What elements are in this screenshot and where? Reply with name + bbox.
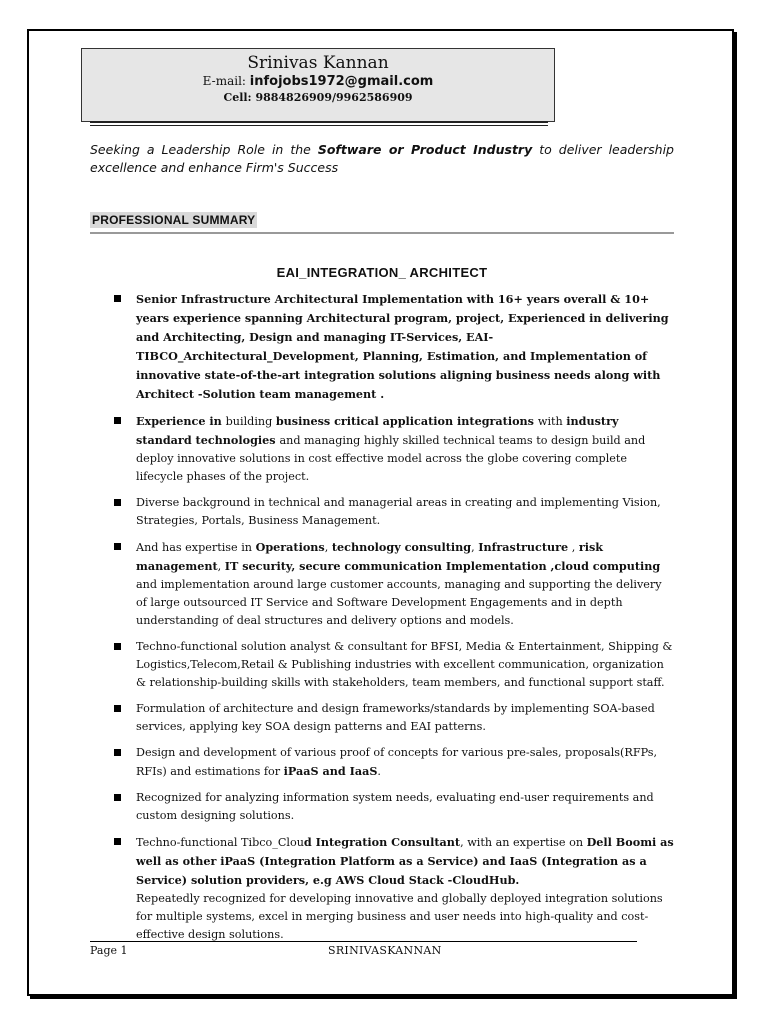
square-bullet-icon bbox=[114, 749, 121, 756]
resume-header bbox=[81, 48, 555, 122]
list-item bbox=[112, 538, 674, 630]
bullet-text-segment: Senior Infrastructure Architectural Implementation with 16+ years overall & 10+ years experience spanning Architectural program, project, Experienced in delivering and Architecting, Design and managing IT-Services, EAI-TIBCO_Architectural_Development, Planning, Estimation, and Implementation of innovative state-of-the-art integration solutions aligning business needs along with Architect -Solution team management . bbox=[136, 292, 669, 401]
objective-emphasis: Software or Product Industry bbox=[317, 142, 533, 157]
square-bullet-icon bbox=[114, 643, 121, 650]
bullet-text-segment: Design and development of various proof of concepts for various pre-sales, proposals(RFPs, RFIs) and estimations for bbox=[136, 746, 658, 778]
square-bullet-icon bbox=[114, 295, 121, 302]
bullet-text-segment: Infrastructure bbox=[478, 540, 569, 554]
header-divider bbox=[90, 121, 548, 123]
role-title: EAI_INTEGRATION_ ARCHITECT bbox=[276, 265, 488, 280]
bullet-text-segment: And has expertise in bbox=[136, 541, 256, 554]
bullet-text-segment: Repeatedly recognized for developing innovative and globally deployed integration solutions for multiple systems, excel in merging business and user needs into high-quality and cost-effective design solutions. bbox=[136, 892, 663, 941]
list-item bbox=[112, 789, 674, 825]
square-bullet-icon bbox=[114, 499, 121, 506]
bullet-text-segment: Formulation of architecture and design frameworks/standards by implementing SOA-based services, applying key SOA design patterns and EAI patterns. bbox=[136, 702, 655, 733]
list-item bbox=[112, 833, 674, 944]
bullet-text-segment: and managing highly skilled technical teams to design build and deploy innovative solutions in cost effective model across the globe covering complete lifecycle phases of the project. bbox=[136, 434, 646, 483]
bullet-text-segment: , bbox=[471, 541, 479, 554]
footer-divider bbox=[90, 941, 637, 942]
email-line bbox=[82, 74, 554, 89]
list-item bbox=[112, 744, 674, 781]
bullet-text-segment: Diverse background in technical and managerial areas in creating and implementing Vision, Strategies, Portals, Business Management. bbox=[136, 496, 661, 527]
header-divider-thin bbox=[90, 125, 548, 126]
bullet-text-segment: IT security, secure communication Implementation ,cloud computing bbox=[224, 559, 661, 573]
email-label: E-mail: bbox=[202, 74, 250, 88]
bullet-text-segment: and implementation around large customer accounts, managing and supporting the delivery of large outsourced IT Service and Software Development Engagements and in depth understanding of deal structures and delivery options and models. bbox=[136, 578, 662, 627]
bullet-text-segment: Techno-functional solution analyst & consultant for BFSI, Media & Entertainment, Shipping & Logistics,Telecom,Retail & Publishing industries with excellent communication, organization & relationship-building skills with stakeholders, team members, and functional support staff. bbox=[136, 640, 673, 689]
bullet-text-segment: Dell Boomi as well as other iPaaS (Integration Platform as a Service) and IaaS (Integration as a Service) solution providers, e.g AWS Cloud Stack -CloudHub. bbox=[136, 835, 674, 887]
section-divider bbox=[90, 232, 674, 234]
bullet-text-segment: Recognized for analyzing information system needs, evaluating end-user requirements and custom designing solutions. bbox=[136, 791, 654, 822]
square-bullet-icon bbox=[114, 838, 121, 845]
section-heading-professional-summary: PROFESSIONAL SUMMARY bbox=[92, 213, 256, 227]
bullet-text-segment: business critical application integrations bbox=[275, 414, 538, 428]
bullet-text-segment: . bbox=[377, 765, 381, 778]
list-item bbox=[112, 700, 674, 736]
bullet-text-segment: risk management bbox=[136, 540, 604, 573]
footer-name: SRINIVASKANNAN bbox=[328, 944, 442, 957]
bullet-text-segment: , with an expertise on bbox=[460, 836, 587, 849]
square-bullet-icon bbox=[114, 417, 121, 424]
bullet-text-segment: Techno-functional Tibco_Clou bbox=[136, 836, 304, 849]
objective-text-2: to deliver leadership excellence and enhance Firm's Success bbox=[90, 142, 674, 175]
bullet-text-segment: technology consulting bbox=[331, 540, 472, 554]
list-item bbox=[112, 494, 674, 530]
bullet-text-segment: , bbox=[217, 560, 225, 573]
bullet-text-segment: industry standard technologies bbox=[136, 414, 619, 447]
bullet-text-segment: d Integration Consultant bbox=[303, 835, 461, 849]
objective-text-1: Seeking a Leadership Role in the bbox=[90, 142, 318, 157]
square-bullet-icon bbox=[114, 794, 121, 801]
list-item bbox=[112, 290, 674, 404]
bullet-text-segment: with bbox=[537, 415, 567, 428]
bullet-text-segment: Experience in bbox=[136, 414, 226, 428]
list-item bbox=[112, 638, 674, 692]
list-item bbox=[112, 412, 674, 486]
bullet-text-segment: , bbox=[324, 541, 332, 554]
bullet-text-segment: , bbox=[568, 541, 579, 554]
candidate-name: Srinivas Kannan bbox=[247, 53, 389, 73]
square-bullet-icon bbox=[114, 705, 121, 712]
career-objective bbox=[90, 141, 674, 177]
bullet-text-segment: Operations bbox=[255, 540, 325, 554]
bullet-text-segment: iPaaS and IaaS bbox=[283, 764, 378, 778]
cell-number: Cell: 9884826909/9962586909 bbox=[223, 91, 413, 104]
bullet-text-segment: building bbox=[225, 415, 276, 428]
square-bullet-icon bbox=[114, 543, 121, 550]
summary-bullet-list bbox=[112, 290, 674, 952]
email-address[interactable]: infojobs1972@gmail.com bbox=[249, 74, 434, 89]
page-number: Page 1 bbox=[90, 944, 128, 957]
